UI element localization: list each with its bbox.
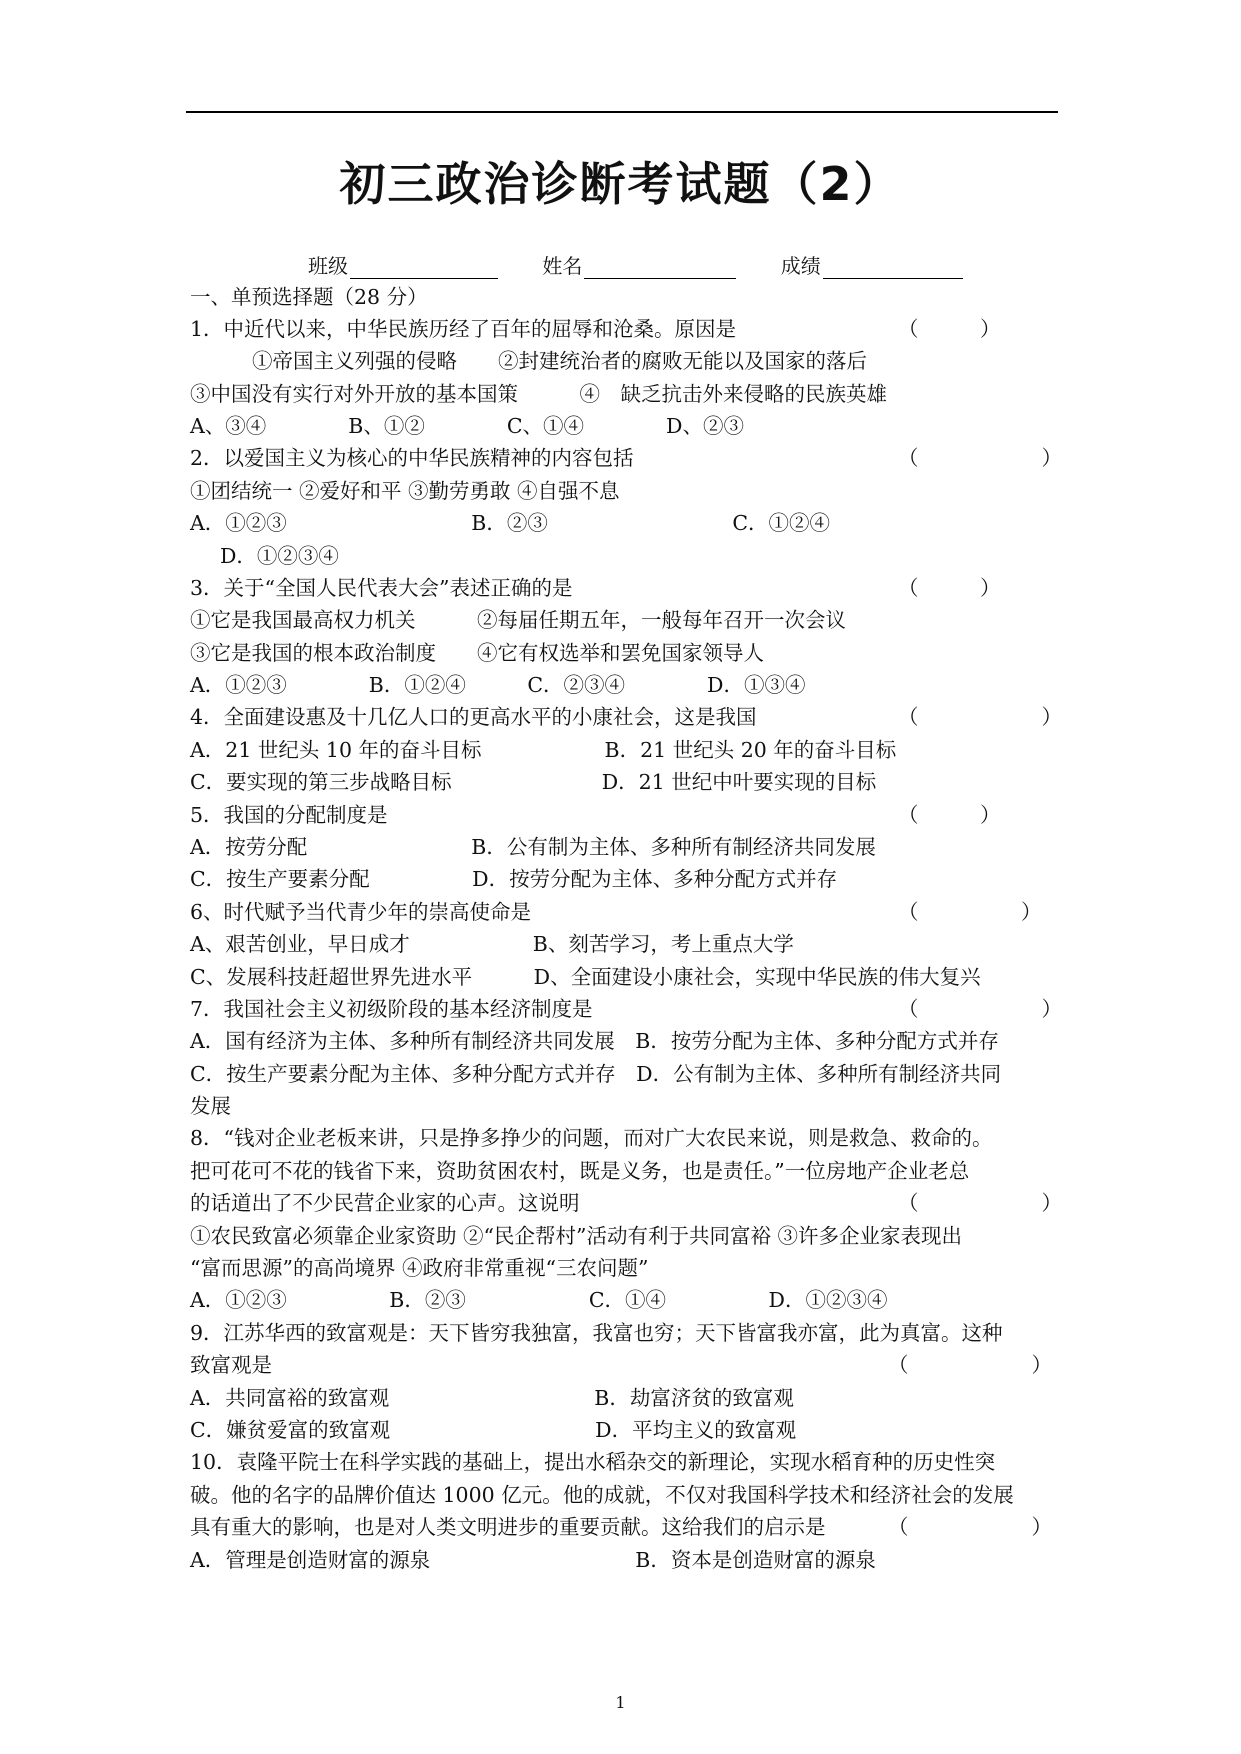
score-field bbox=[781, 250, 963, 279]
question-4-choices: A．21 世纪头 10 年的奋斗目标 B．21 世纪头 20 年的奋斗目标 bbox=[190, 738, 897, 762]
question-5-stem: 5．我国的分配制度是 bbox=[190, 803, 388, 827]
question-8-option-line: “富而思源”的高尚境界 ④政府非常重视“三农问题” bbox=[190, 1256, 649, 1280]
score-blank[interactable] bbox=[823, 258, 963, 279]
answer-bracket-2[interactable]: （ ） bbox=[898, 446, 1062, 470]
question-9-stem: 致富观是 bbox=[190, 1353, 272, 1377]
page-title: 初三政治诊断考试题（2） bbox=[339, 157, 902, 211]
question-8-stem: 的话道出了不少民营企业家的心声。这说明 bbox=[190, 1191, 580, 1215]
question-8-stem: 8．“钱对企业老板来讲，只是挣多挣少的问题，而对广大农民来说，则是救急、救命的。 bbox=[190, 1126, 993, 1150]
question-5-choices: A．按劳分配 B．公有制为主体、多种所有制经济共同发展 bbox=[190, 835, 876, 859]
answer-bracket-10[interactable]: （ ） bbox=[888, 1515, 1052, 1539]
question-1-option-line: ③中国没有实行对外开放的基本国策 ④ 缺乏抗击外来侵略的民族英雄 bbox=[190, 382, 887, 406]
question-10-stem: 具有重大的影响，也是对人类文明进步的重要贡献。这给我们的启示是 bbox=[190, 1515, 826, 1539]
question-9-choices: A．共同富裕的致富观 B．劫富济贫的致富观 bbox=[190, 1386, 794, 1410]
answer-bracket-1[interactable]: （ ） bbox=[898, 317, 1001, 341]
question-8-stem: 把可花可不花的钱省下来，资助贫困农村，既是义务，也是责任。”一位房地产企业老总 bbox=[190, 1159, 970, 1183]
question-7-choices: A．国有经济为主体、多种所有制经济共同发展 B．按劳分配为主体、多种分配方式并存 bbox=[190, 1029, 999, 1053]
question-3-option-line: ③它是我国的根本政治制度 ④它有权选举和罢免国家领导人 bbox=[190, 641, 764, 665]
question-7-choices-wrap: 发展 bbox=[190, 1094, 231, 1118]
question-2-option-line: ①团结统一 ②爱好和平 ③勤劳勇敢 ④自强不息 bbox=[190, 479, 620, 503]
section-heading: 一、单预选择题（28 分） bbox=[190, 285, 428, 309]
answer-bracket-6[interactable]: （ ） bbox=[898, 900, 1042, 924]
answer-bracket-4[interactable]: （ ） bbox=[898, 705, 1062, 729]
question-5-choices: C．按生产要素分配 D．按劳分配为主体、多种分配方式并存 bbox=[190, 867, 838, 891]
answer-bracket-9[interactable]: （ ） bbox=[888, 1353, 1052, 1377]
question-9-stem: 9．江苏华西的致富观是：天下皆穷我独富，我富也穷；天下皆富我亦富，此为真富。这种 bbox=[190, 1321, 1003, 1345]
question-3-choices: A．①②③ B．①②④ C．②③④ D．①③④ bbox=[190, 673, 806, 697]
name-field bbox=[542, 250, 736, 279]
question-1-stem: 1．中近代以来，中华民族历经了百年的屈辱和沧桑。原因是 bbox=[190, 317, 737, 341]
question-9-choices: C．嫌贫爱富的致富观 D．平均主义的致富观 bbox=[190, 1418, 797, 1442]
header-rule bbox=[186, 111, 1058, 113]
question-2-stem: 2．以爱国主义为核心的中华民族精神的内容包括 bbox=[190, 446, 634, 470]
question-10-choices: A．管理是创造财富的源泉 B．资本是创造财富的源泉 bbox=[190, 1548, 876, 1572]
question-3-option-line: ①它是我国最高权力机关 ②每届任期五年，一般每年召开一次会议 bbox=[190, 608, 846, 632]
answer-bracket-7[interactable]: （ ） bbox=[898, 997, 1062, 1021]
score-label: 成绩 bbox=[780, 254, 821, 278]
question-3-stem: 3．关于“全国人民代表大会”表述正确的是 bbox=[190, 576, 573, 600]
question-8-choices: A．①②③ B．②③ C．①④ D．①②③④ bbox=[190, 1288, 888, 1312]
question-10-stem: 10．袁隆平院士在科学实践的基础上，提出水稻杂交的新理论，实现水稻育种的历史性突 bbox=[190, 1450, 996, 1474]
class-blank[interactable] bbox=[350, 258, 498, 279]
answer-bracket-5[interactable]: （ ） bbox=[898, 803, 1001, 827]
question-7-choices: C．按生产要素分配为主体、多种分配方式并存 D．公有制为主体、多种所有制经济共同 bbox=[190, 1062, 1002, 1086]
class-field bbox=[308, 250, 498, 279]
question-8-option-line: ①农民致富必须靠企业家资助 ②“民企帮村”活动有利于共同富裕 ③许多企业家表现出 bbox=[190, 1224, 962, 1248]
question-4-stem: 4．全面建设惠及十几亿人口的更高水平的小康社会，这是我国 bbox=[190, 705, 757, 729]
question-1-choices: A、③④ B、①② C、①④ D、②③ bbox=[190, 414, 744, 438]
student-info-row bbox=[308, 250, 1001, 279]
question-2-choices: A．①②③ B．②③ C．①②④ bbox=[190, 511, 831, 535]
answer-bracket-3[interactable]: （ ） bbox=[898, 576, 1001, 600]
question-6-stem: 6、时代赋予当代青少年的崇高使命是 bbox=[190, 900, 532, 924]
question-2-choice-d: D．①②③④ bbox=[220, 544, 339, 568]
page-number: 1 bbox=[615, 1693, 626, 1712]
question-6-choices: A、艰苦创业，早日成才 B、刻苦学习，考上重点大学 bbox=[190, 932, 794, 956]
question-1-option-line: ①帝国主义列强的侵略 ②封建统治者的腐败无能以及国家的落后 bbox=[252, 349, 867, 373]
name-blank[interactable] bbox=[584, 258, 736, 279]
name-label: 姓名 bbox=[542, 254, 583, 278]
question-6-choices: C、发展科技赶超世界先进水平 D、全面建设小康社会，实现中华民族的伟大复兴 bbox=[190, 965, 981, 989]
class-label: 班级 bbox=[308, 254, 348, 278]
answer-bracket-8[interactable]: （ ） bbox=[898, 1191, 1062, 1215]
question-10-stem: 破。他的名字的品牌价值达 1000 亿元。他的成就，不仅对我国科学技术和经济社会的发展 bbox=[190, 1483, 1014, 1507]
question-4-choices: C．要实现的第三步战略目标 D．21 世纪中叶要实现的目标 bbox=[190, 770, 877, 794]
question-7-stem: 7．我国社会主义初级阶段的基本经济制度是 bbox=[190, 997, 593, 1021]
